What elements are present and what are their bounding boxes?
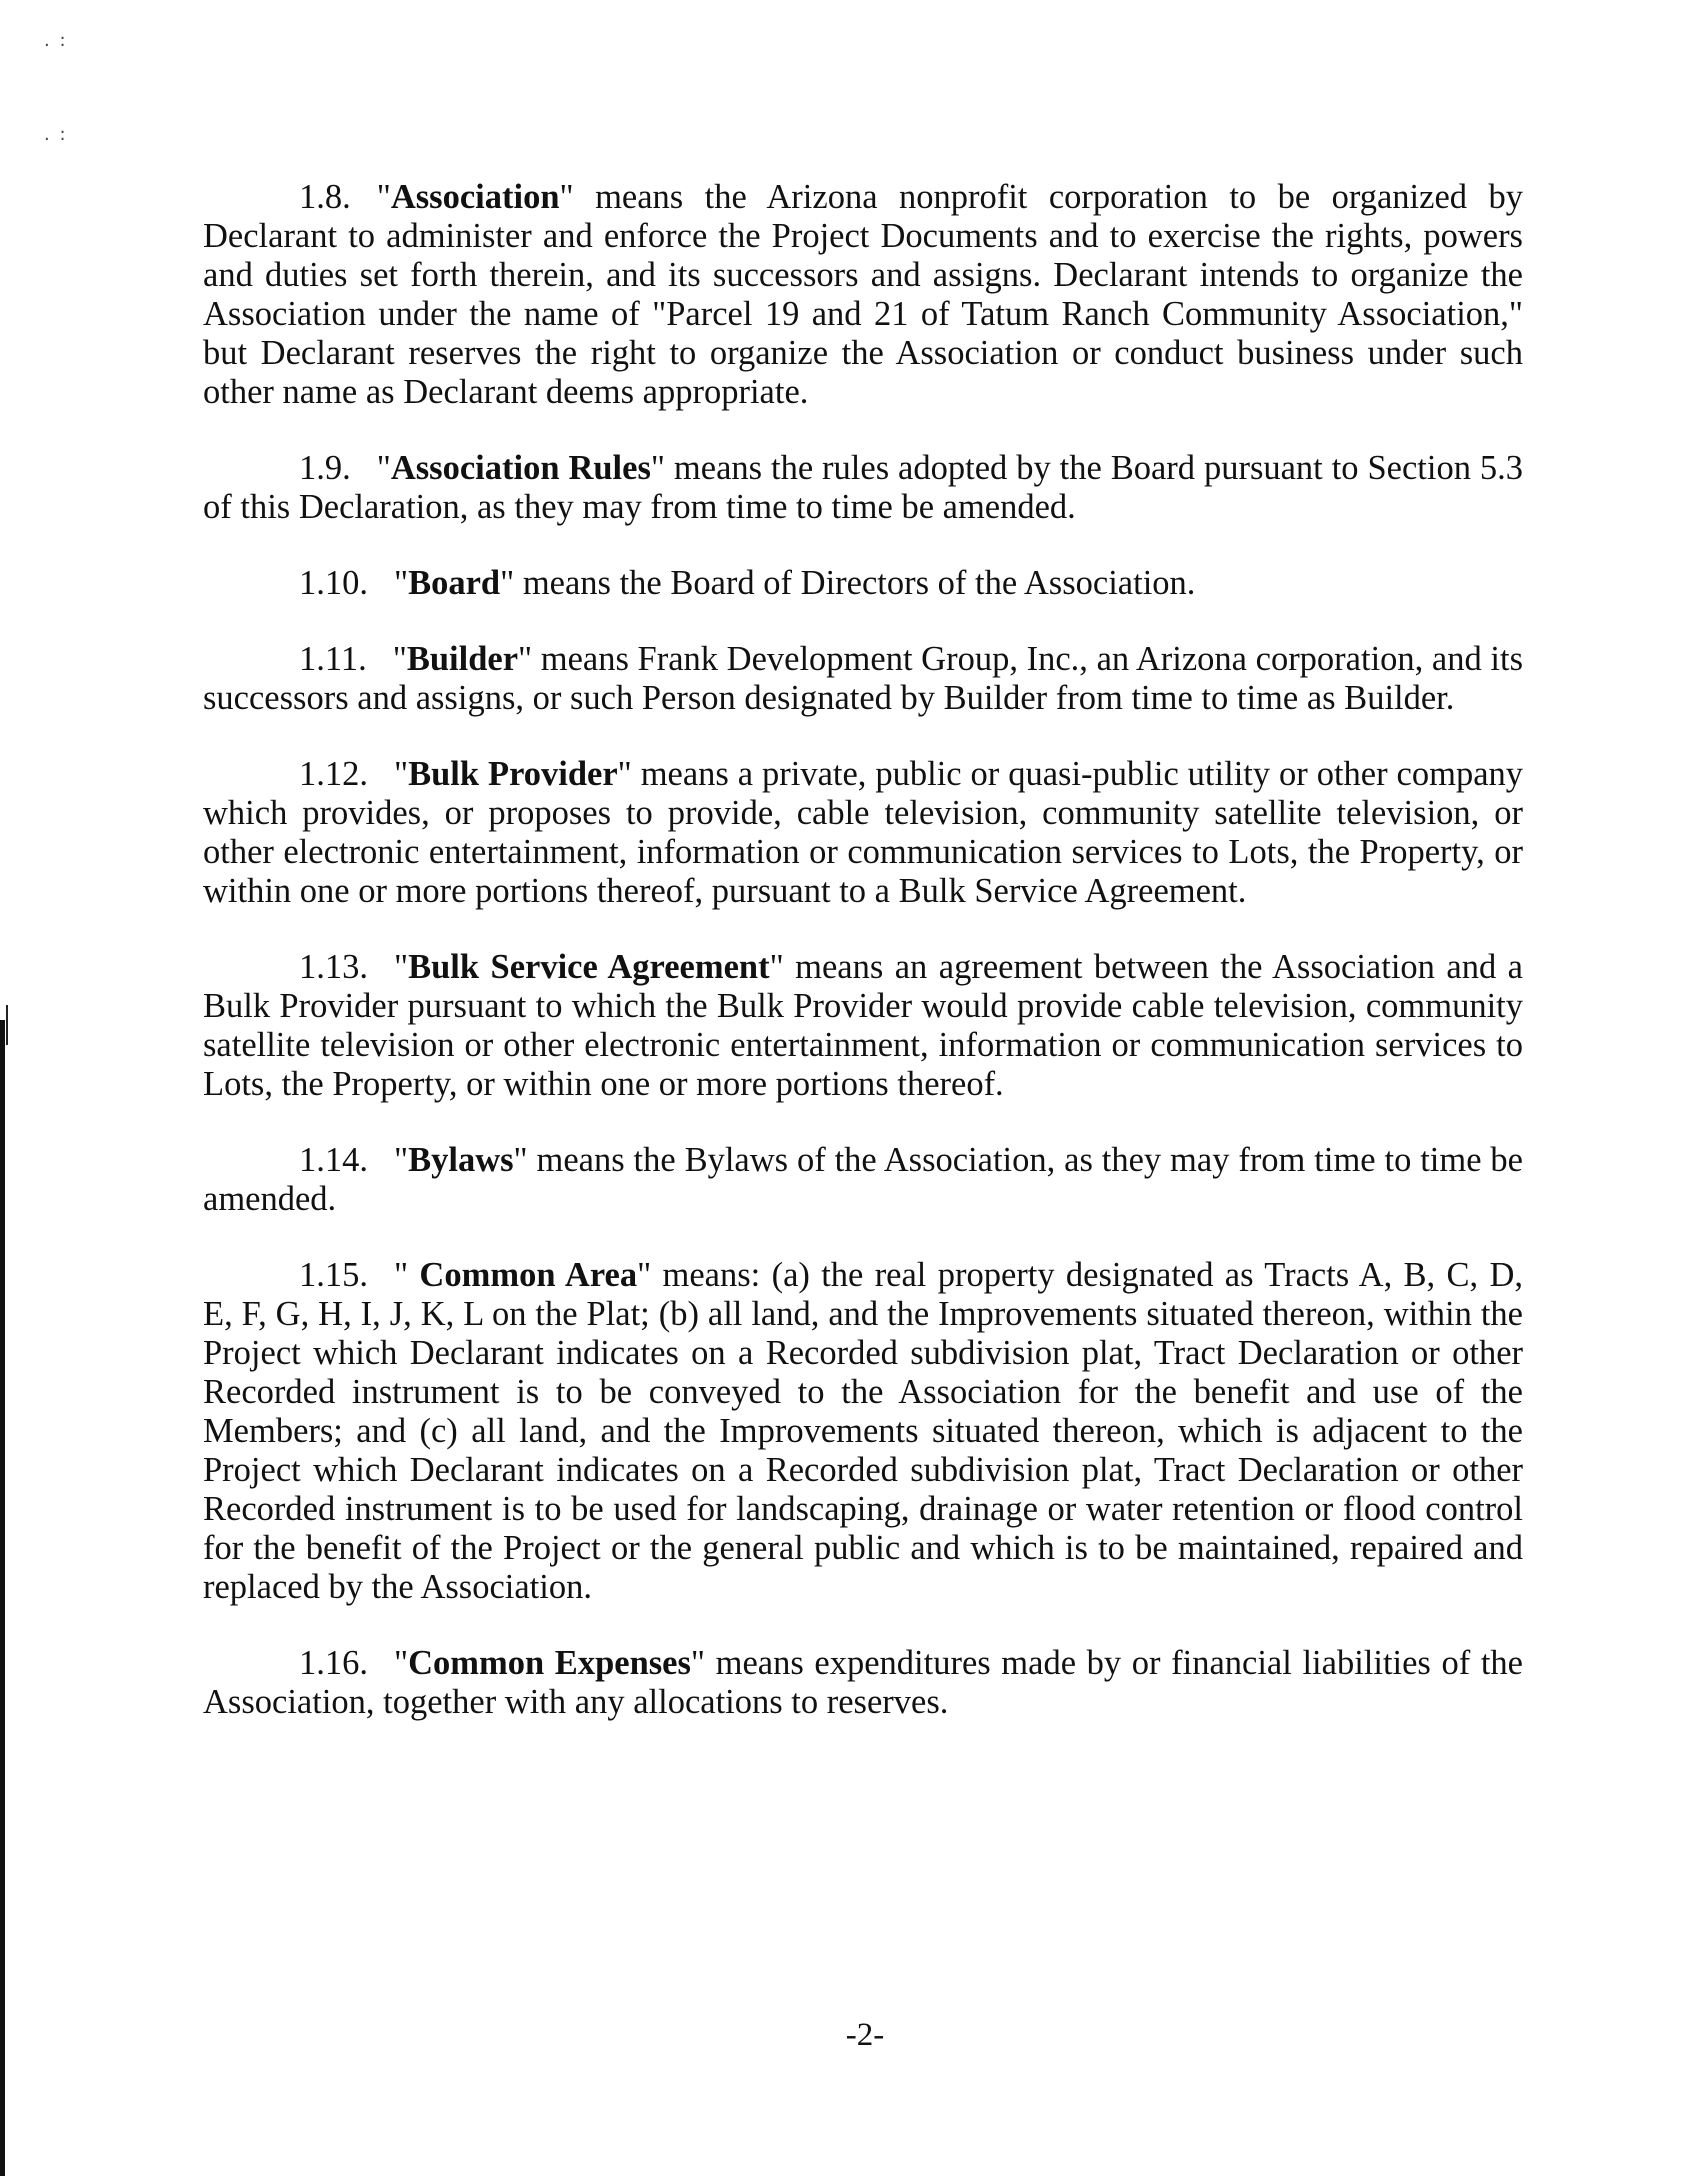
section-number: 1.11. [299, 640, 367, 678]
scan-artifact-mark: . : [44, 124, 68, 145]
section-number: 1.13. [299, 948, 368, 986]
defined-term: Builder [406, 640, 519, 678]
defined-term: Bylaws [408, 1141, 514, 1179]
definition-paragraph: 1.9. "Association Rules" means the rules adopted by the Board pursuant to Section 5.3 of this Declaration, as they may from time to time be amended. [203, 449, 1524, 526]
defined-term: Common Expenses [408, 1644, 691, 1682]
defined-term: Bulk Provider [408, 755, 618, 793]
definition-text: means Frank Development Group, Inc., an Arizona corporation, and its successors and assigns, or such Person designated by Builder from time to time as Builder. [203, 640, 1523, 717]
page-number: -2- [845, 2017, 885, 2053]
definition-text: means the Bylaws of the Association, as they may from time to time be amended. [203, 1141, 1523, 1218]
section-number: 1.15. [299, 1256, 368, 1294]
defined-term: Bulk Service Agreement [408, 948, 770, 986]
definition-paragraph: 1.16. "Common Expenses" means expenditures made by or financial liabilities of the Association, together with any allocations to reserves. [203, 1644, 1523, 1721]
section-number: 1.12. [299, 755, 368, 793]
definition-text: means the rules adopted by the Board pursuant to Section 5.3 of this Declaration, as they may from time to time be amended. [203, 449, 1524, 526]
defined-term: Common Area [408, 1256, 638, 1294]
definition-text: means: (a) the real property designated as Tracts A, B, C, D, E, F, G, H, I, J, K, L on the Plat; (b) all land, and the Improvements situated thereon, within the Project which Declarant indicates on a Recorded subdivision plat, Tract Declaration or other Recorded instrument is to be conveyed to the Association for the benefit and use of the Members; and (c) all land, and the Improvements situated thereon, which is adjacent to the Project which Declarant indicates on a Recorded subdivision plat, Tract Declaration or other Recorded instrument is to be used for landscaping, drainage or water retention or flood control for the benefit of the Project or the general public and which is to be maintained, repaired and replaced by the Association. [203, 1256, 1524, 1606]
definition-paragraph: 1.12. "Bulk Provider" means a private, public or quasi-public utility or other company which provides, or proposes to provide, cable television, community satellite television, or other electronic entertainment, information or communication services to Lots, the Property, or within one or more portions thereof, pursuant to a Bulk Service Agreement. [203, 755, 1524, 910]
definition-text: means the Arizona nonprofit corporation to be organized by Declarant to administer and enforce the Project Documents and to exercise the rights, powers and duties set forth therein, and its successors and assigns. Declarant intends to organize the Association under the name of "Parcel 19 and 21 of Tatum Ranch Community Association," but Declarant reserves the right to organize the Association or conduct business under such other name as Declarant deems appropriate. [203, 178, 1523, 411]
definition-paragraph: 1.10. "Board" means the Board of Directors of the Association. [299, 564, 1196, 602]
document-body [203, 178, 1523, 1759]
definition-text: means the Board of Directors of the Association. [514, 564, 1196, 602]
definition-paragraph: 1.14. "Bylaws" means the Bylaws of the Association, as they may from time to time be amended. [203, 1141, 1523, 1218]
section-number: 1.10. [299, 564, 368, 602]
definition-text: means an agreement between the Association and a Bulk Provider pursuant to which the Bulk Provider would provide cable television, community satellite television or other electronic entertainment, information or communication services to Lots, the Property, or within one or more portions thereof. [203, 948, 1523, 1103]
scan-edge-tick [6, 1005, 8, 1045]
scan-artifact-mark: . : [44, 30, 68, 51]
definition-paragraph: 1.15. " Common Area" means: (a) the real property designated as Tracts A, B, C, D, E, F, G, H, I, J, K, L on the Plat; (b) all land, and the Improvements situated thereon, within the Project which Declarant indicates on a Recorded subdivision plat, Tract Declaration or other Recorded instrument is to be conveyed to the Association for the benefit and use of the Members; and (c) all land, and the Improvements situated thereon, which is adjacent to the Project which Declarant indicates on a Recorded subdivision plat, Tract Declaration or other Recorded instrument is to be used for landscaping, drainage or water retention or flood control for the benefit of the Project or the general public and which is to be maintained, repaired and replaced by the Association. [203, 1256, 1524, 1606]
definition-paragraph: 1.8. "Association" means the Arizona nonprofit corporation to be organized by Declarant to administer and enforce the Project Documents and to exercise the rights, powers and duties set forth therein, and its successors and assigns. Declarant intends to organize the Association under the name of "Parcel 19 and 21 of Tatum Ranch Community Association," but Declarant reserves the right to organize the Association or conduct business under such other name as Declarant deems appropriate. [203, 178, 1523, 411]
section-number: 1.14. [299, 1141, 368, 1179]
definition-paragraph: 1.13. "Bulk Service Agreement" means an agreement between the Association and a Bulk Provider pursuant to which the Bulk Provider would provide cable television, community satellite television or other electronic entertainment, information or communication services to Lots, the Property, or within one or more portions thereof. [203, 948, 1523, 1103]
definition-text: means a private, public or quasi-public utility or other company which provides, or proposes to provide, cable television, community satellite television, or other electronic entertainment, information or communication services to Lots, the Property, or within one or more portions thereof, pursuant to a Bulk Service Agreement. [203, 755, 1524, 910]
section-number: 1.16. [299, 1644, 368, 1682]
defined-term: Board [408, 564, 501, 602]
section-number: 1.8. [299, 178, 351, 216]
definition-text: means expenditures made by or financial liabilities of the Association, together with any allocations to reserves. [203, 1644, 1523, 1721]
defined-term: Association Rules [390, 449, 651, 487]
scan-edge-bar [0, 1020, 5, 2176]
section-number: 1.9. [299, 449, 351, 487]
definition-paragraph: 1.11. "Builder" means Frank Development Group, Inc., an Arizona corporation, and its successors and assigns, or such Person designated by Builder from time to time as Builder. [203, 640, 1523, 717]
defined-term: Association [390, 178, 560, 216]
